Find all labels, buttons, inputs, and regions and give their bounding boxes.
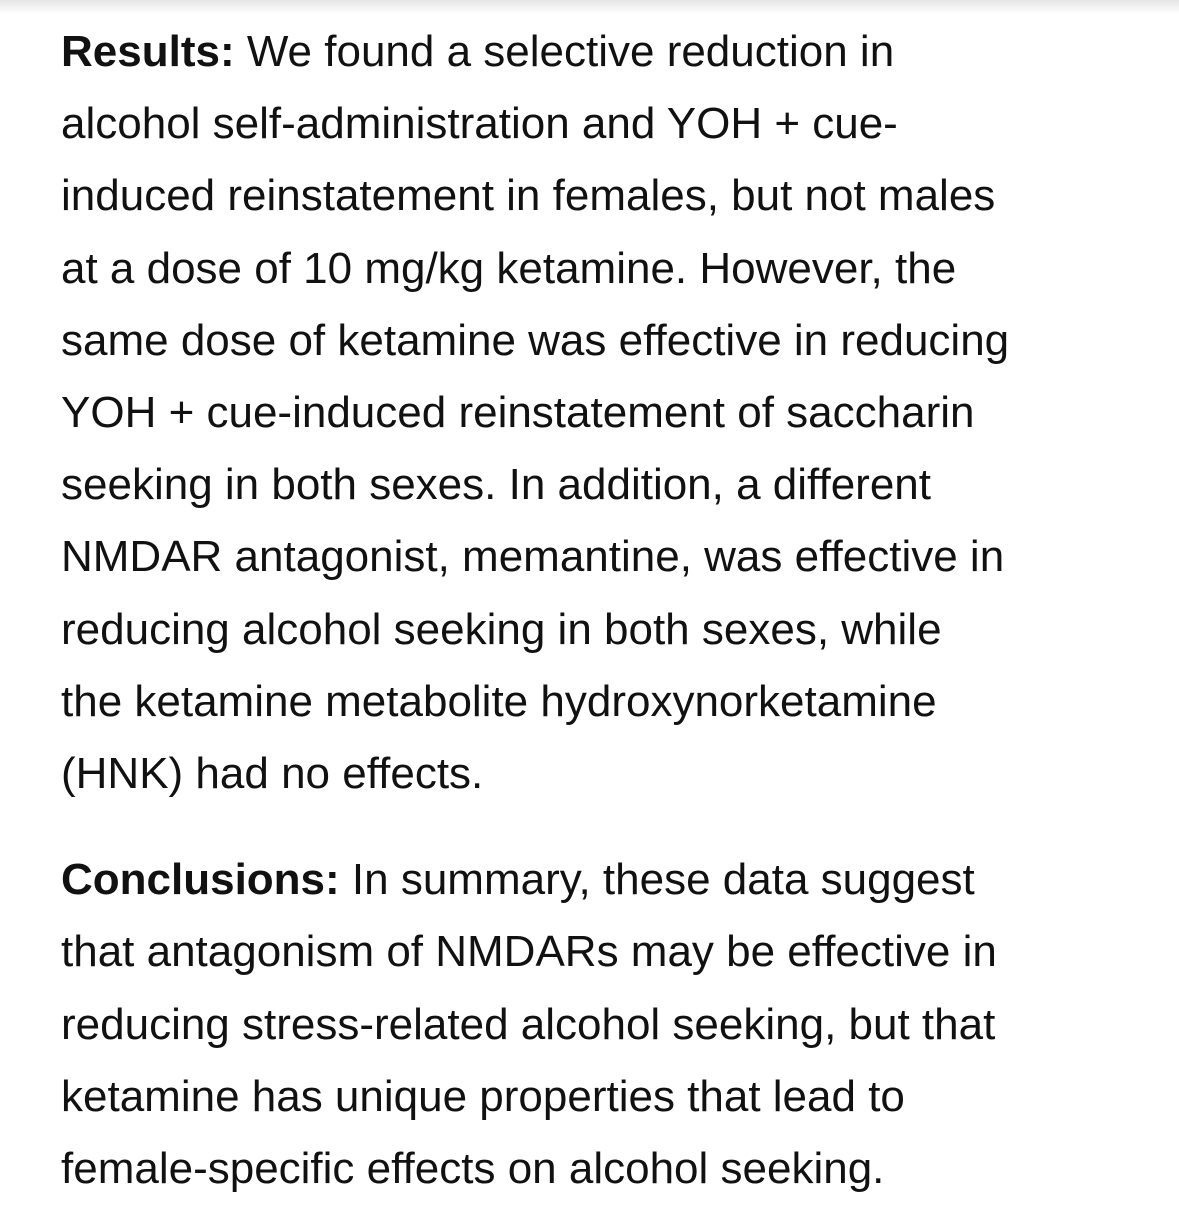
- abstract-text: [61, 16, 1141, 1205]
- text-line: that antagonism of NMDARs may be effective in: [61, 927, 997, 977]
- text-line: at a dose of 10 mg/kg ketamine. However, the: [61, 243, 957, 293]
- results-paragraph: [61, 16, 1141, 810]
- text-line: alcohol self-administration and YOH + cue-: [61, 99, 898, 149]
- text-line: female-specific effects on alcohol seeking.: [61, 1144, 885, 1194]
- text-line: YOH + cue-induced reinstatement of saccharin: [61, 388, 975, 438]
- text-line: reducing stress-related alcohol seeking, but that: [61, 999, 996, 1049]
- top-shadow: [0, 0, 1179, 14]
- text-line: ketamine has unique properties that lead to: [61, 1071, 905, 1121]
- text-line: NMDAR antagonist, memantine, was effective in: [61, 532, 1005, 582]
- text-line: Results: We found a selective reduction in: [61, 27, 895, 76]
- conclusions-label: Conclusions:: [61, 855, 340, 905]
- text-line: Conclusions: In summary, these data suggest: [61, 855, 975, 905]
- text-line: (HNK) had no effects.: [61, 749, 484, 799]
- text-line: the ketamine metabolite hydroxynorketamine: [61, 676, 937, 726]
- text-line: reducing alcohol seeking in both sexes, while: [61, 604, 942, 654]
- text-line: induced reinstatement in females, but not males: [61, 171, 996, 221]
- conclusions-paragraph: [61, 844, 1141, 1205]
- text-line: same dose of ketamine was effective in reducing: [61, 315, 1010, 365]
- text-line: seeking in both sexes. In addition, a different: [61, 460, 931, 510]
- results-label: Results:: [61, 27, 235, 76]
